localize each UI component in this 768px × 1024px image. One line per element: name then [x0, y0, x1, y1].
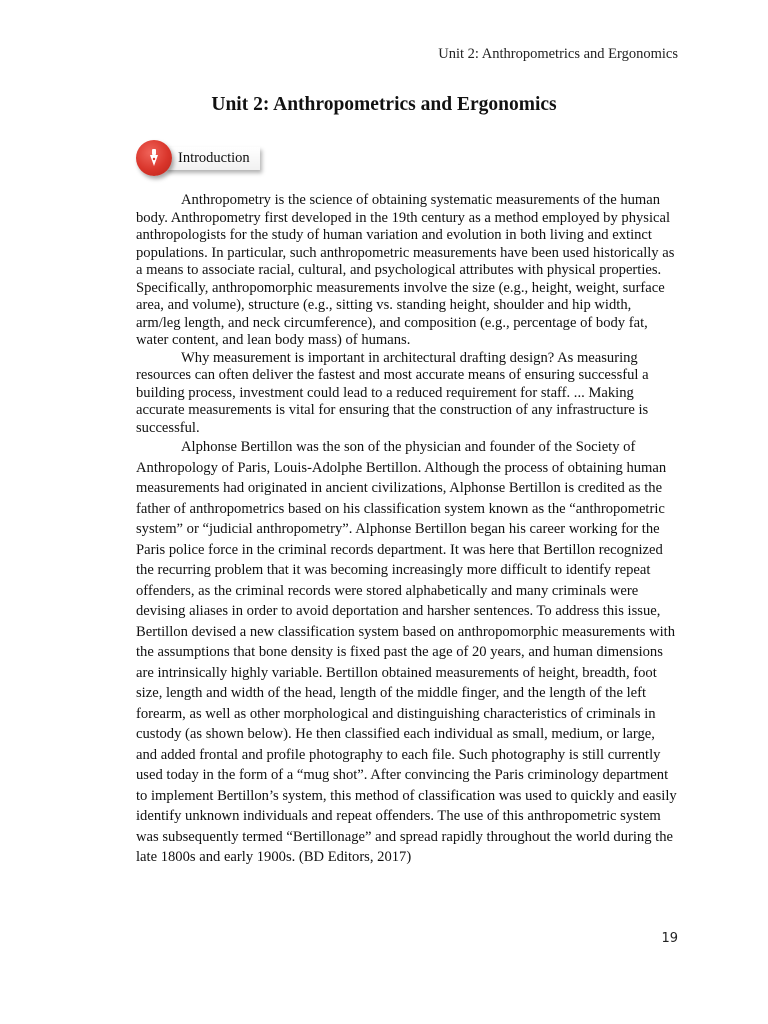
section-label: Introduction — [166, 147, 260, 170]
pen-nib-icon — [147, 148, 161, 168]
page-number: 19 — [661, 931, 678, 946]
section-badge-introduction — [136, 138, 260, 178]
paragraph-bertillon: Alphonse Bertillon was the son of the physician and founder of the Society of Anthropology of Paris, Louis-Adolphe Bertillon. Although the process of obtaining human measurements had originated in ancient civilizations, Alphonse Bertillon is credited as the father of anthropometrics based on his classification system known as the “anthropometric system” or “judicial anthropometry”. Alphonse Bertillon began his career working for the Paris police force in the criminal records department. It was here that Bertillon recognized the recurring problem that it was becoming increasingly more difficult to identify repeat offenders, as the criminal records were stored alphabetically and many criminals were devising aliases in order to avoid deportation and harsher sentences. To address this issue, Bertillon devised a new classification system based on anthropomorphic measurements with the assumptions that bone density is fixed past the age of 20 years, and human dimensions are intrinsically highly variable. Bertillon obtained measurements of height, breadth, foot size, length and width of the head, length of the middle finger, and the length of the left forearm, as well as other morphological and distinguishing characteristics of criminals in custody (as shown below). He then classified each individual as small, medium, or large, and added frontal and profile photography to each file. Such photography is still currently used today in the form of a “mug shot”. After convincing the Paris criminology department to implement Bertillon’s system, this method of classification was used to quickly and easily identify unknown individuals and repeat offenders. The use of this anthropometric system was subsequently termed “Bertillonage” and spread rapidly throughout the world during the late 1800s and early 1900s. (BD Editors, 2017) — [136, 439, 677, 865]
badge-circle — [136, 140, 172, 176]
paragraph-measurement-importance: Why measurement is important in architectural drafting design? As measuring resources can often deliver the fastest and most accurate means of ensuring successful a building process, investment could lead to a reduced requirement for staff. ... Making accurate measurements is vital for ensuring that the construction of any infrastructure is successful. — [136, 349, 649, 436]
body-text — [136, 192, 678, 868]
paragraph-anthropometry: Anthropometry is the science of obtaining systematic measurements of the human body. Anthropometry first developed in the 19th century as a method employed by physical anthropologists for the study of human variation and evolution in both living and extinct populations. In particular, such anthropometric measurements have been used historically as a means to associate racial, cultural, and psychological attributes with physical properties. Specifically, anthropomorphic measurements involve the size (e.g., height, weight, surface area, and volume), structure (e.g., sitting vs. standing height, shoulder and hip width, arm/leg length, and neck circumference), and composition (e.g., percentage of body fat, water content, and lean body mass) of humans. — [136, 192, 675, 348]
page-title: Unit 2: Anthropometrics and Ergonomics — [211, 94, 557, 115]
running-header: Unit 2: Anthropometrics and Ergonomics — [438, 46, 678, 62]
